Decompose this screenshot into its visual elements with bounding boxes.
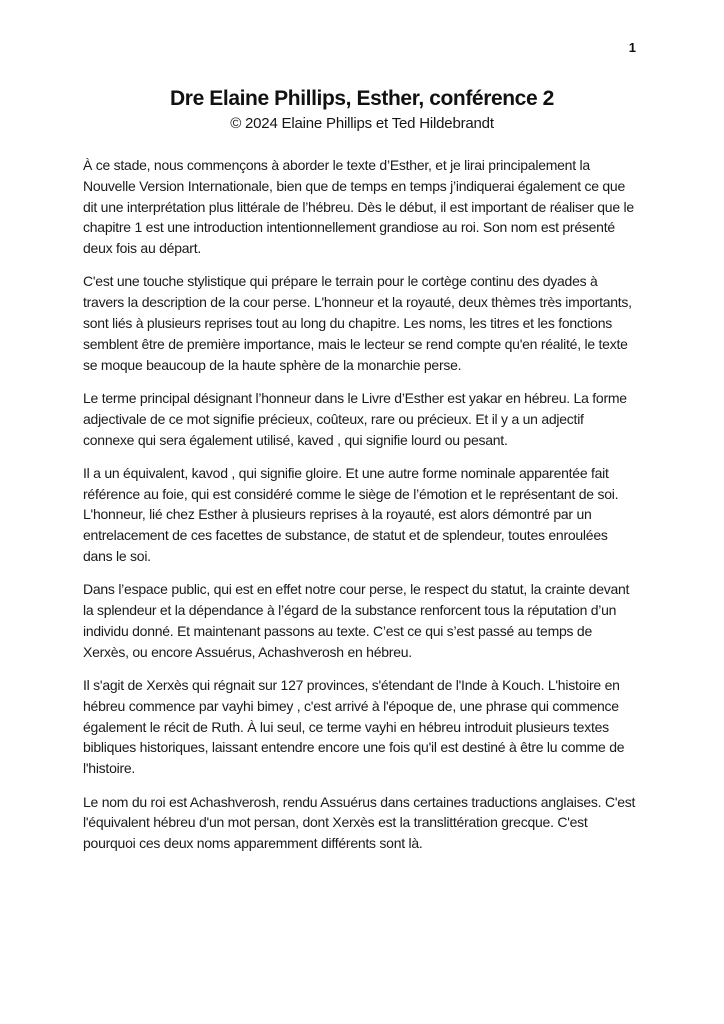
paragraph-2: C'est une touche stylistique qui prépare le terrain pour le cortège continu des dyades à travers la description de la cour perse. L'honneur et la royauté, deux thèmes très importants, sont liés à plusieurs reprises tout au long du chapitre. Les noms, les titres et les fonctions semblent être de première importance, mais le lecteur se rend compte qu'en réalité, le texte se moque beaucoup de la haute sphère de la monarchie perse. bbox=[83, 273, 632, 373]
paragraph-5: Dans l’espace public, qui est en effet notre cour perse, le respect du statut, la crainte devant la splendeur et la dépendance à l’égard de la substance renforcent tous la réputation d’un individu donné. Et maintenant passons au texte. C’est ce qui s’est passé au temps de Xerxès, ou encore Assuérus, Achashverosh en hébreu. bbox=[83, 581, 630, 660]
paragraph-3: Le terme principal désignant l’honneur dans le Livre d’Esther est yakar en hébreu. La forme adjectivale de ce mot signifie précieux, coûteux, rare ou précieux. Et il y a un adjectif connexe qui sera également utilisé, kaved , qui signifie lourd ou pesant. bbox=[83, 389, 627, 448]
paragraph-6: Il s'agit de Xerxès qui régnait sur 127 provinces, s'étendant de l'Inde à Kouch. L'histoire en hébreu commence par vayhi bimey , c'est arrivé à l'époque de, une phrase qui commence également le récit de Ruth. À lui seul, ce terme vayhi en hébreu introduit plusieurs textes bibliques historiques, laissant entendre encore une fois qu'il est destiné à être lu comme de l'histoire. bbox=[83, 677, 625, 777]
paragraph-1: À ce stade, nous commençons à aborder le texte d’Esther, et je lirai principalement la Nouvelle Version Internationale, bien que de temps en temps j’indiquerai également ce que dit une interprétation plus littérale de l’hébreu. Dès le début, il est important de réaliser que le chapitre 1 est une introduction intentionnellement grandiose au roi. Son nom est présenté deux fois au départ. bbox=[83, 157, 634, 257]
paragraph-7: Le nom du roi est Achashverosh, rendu Assuérus dans certaines traductions anglaises. C'est l'équivalent hébreu d'un mot persan, dont Xerxès est la translittération grecque. C'est pourquoi ces deux noms apparemment différents sont là. bbox=[83, 793, 636, 852]
document-header bbox=[0, 0, 724, 134]
copyright-line: © 2024 Elaine Phillips et Ted Hildebrandt bbox=[230, 115, 494, 132]
document-body bbox=[0, 155, 724, 854]
paragraph-4: Il a un équivalent, kavod , qui signifie gloire. Et une autre forme nominale apparentée fait référence au foie, qui est considéré comme le siège de l’émotion et le représentant de soi. L'honneur, lié chez Esther à plusieurs reprises à la royauté, est alors démontré par un entrelacement de ces facettes de substance, de statut et de splendeur, toutes enroulées dans le soi. bbox=[83, 464, 619, 565]
document-title: Dre Elaine Phillips, Esther, conférence 2 bbox=[170, 87, 554, 110]
page-number: 1 bbox=[628, 40, 636, 55]
